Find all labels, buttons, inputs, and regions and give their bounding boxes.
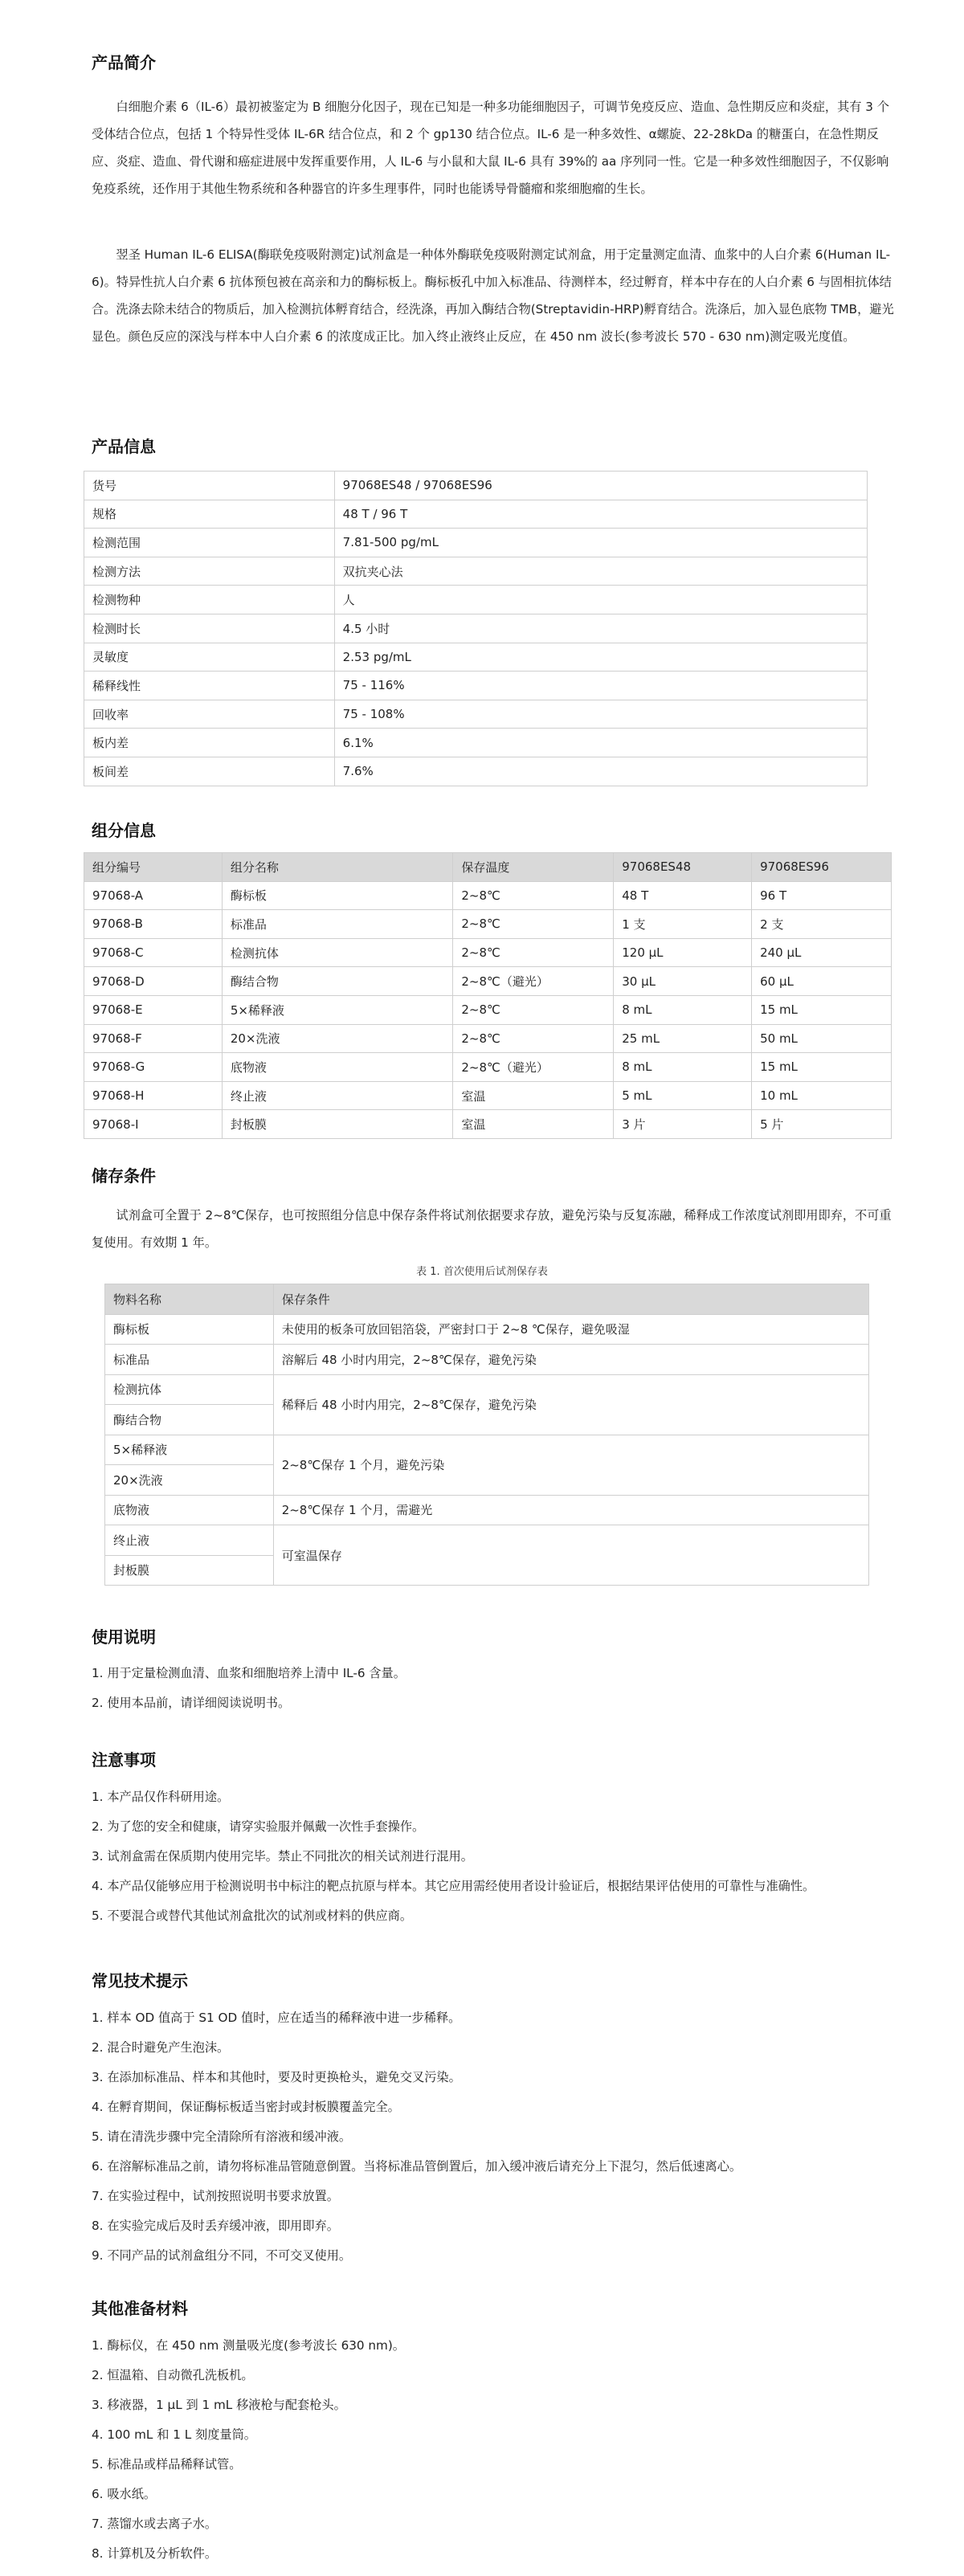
table-row xyxy=(84,757,868,786)
list-item: 5. 请在清洗步骤中完全清除所有溶液和缓冲液。 xyxy=(92,2129,352,2144)
list-item: 7. 蒸馏水或去离子水。 xyxy=(92,2517,218,2531)
table-cell: 97068-G xyxy=(84,1053,223,1082)
table-cell: 5×稀释液 xyxy=(222,995,453,1024)
product-info-table-body xyxy=(84,472,868,786)
section-title-storage: 储存条件 xyxy=(92,1166,156,1186)
table-cell: 7.6% xyxy=(334,757,867,786)
table-cell: 2~8℃（避光） xyxy=(453,1053,614,1082)
table-cell: 检测抗体 xyxy=(222,938,453,967)
section-title-usage: 使用说明 xyxy=(92,1627,156,1647)
table-cell: 97068-F xyxy=(84,1024,223,1053)
table-cell: 规格 xyxy=(84,500,335,529)
table-cell: 97068-B xyxy=(84,910,223,939)
table-cell: 1 支 xyxy=(614,910,752,939)
storage-table xyxy=(104,1284,869,1586)
list-item: 2. 恒温箱、自动微孔洗板机。 xyxy=(92,2368,254,2382)
table-row xyxy=(84,672,868,700)
list-item: 7. 在实验过程中，试剂按照说明书要求放置。 xyxy=(92,2189,339,2203)
table-cell: 60 μL xyxy=(752,967,892,996)
table-cell: 回收率 xyxy=(84,700,335,729)
list-item: 4. 100 mL 和 1 L 刻度量筒。 xyxy=(92,2427,256,2442)
table-header-cell: 组分编号 xyxy=(84,853,223,882)
table-header-cell: 保存温度 xyxy=(453,853,614,882)
list-item: 4. 在孵育期间，保证酶标板适当密封或封板膜覆盖完全。 xyxy=(92,2100,400,2114)
list-item: 2. 混合时避免产生泡沫。 xyxy=(92,2040,230,2055)
table-cell: 2~8℃ xyxy=(453,910,614,939)
list-item: 9. 不同产品的试剂盒组分不同，不可交叉使用。 xyxy=(92,2248,352,2263)
table-cell: 溶解后 48 小时内用完，2~8℃保存，避免污染 xyxy=(273,1345,868,1375)
table-row xyxy=(105,1374,869,1405)
product-info-table xyxy=(84,471,868,786)
table-cell: 灵敏度 xyxy=(84,643,335,672)
table-cell: 3 片 xyxy=(614,1110,752,1139)
table-header-cell: 97068ES96 xyxy=(752,853,892,882)
table-cell: 5×稀释液 xyxy=(105,1435,274,1465)
table-header-row xyxy=(105,1284,869,1315)
table-cell: 终止液 xyxy=(222,1081,453,1110)
list-item: 8. 在实验完成后及时丢弃缓冲液，即用即弃。 xyxy=(92,2219,339,2233)
table-cell: 终止液 xyxy=(105,1525,274,1556)
table-row xyxy=(84,1053,892,1082)
table-cell: 2~8℃（避光） xyxy=(453,967,614,996)
table-cell: 检测范围 xyxy=(84,529,335,557)
storage-paragraph: 试剂盒可全置于 2~8℃保存，也可按照组分信息中保存条件将试剂依据要求存放，避免污染与反复冻融，稀释成工作浓度试剂即用即弃，不可重复使用。有效期 1 年。 xyxy=(92,1208,892,1250)
table-cell: 120 μL xyxy=(614,938,752,967)
intro-paragraph-2: 翌圣 Human IL-6 ELISA(酶联免疫吸附测定)试剂盒是一种体外酶联免疫吸附测定试剂盒，用于定量测定血清、血浆中的人白介素 6(Human IL-6)。特异性抗人白介素 6 抗体预包被在高亲和力的酶标板上。酶标板孔中加入标准品、待测样本，经过孵育，样本中存在的人白介素 6 与固相抗体结合。洗涤去除未结合的物质后，加入检测抗体孵育结合，经洗涤，再加入酶结合物(Streptavidin-HRP)孵育结合。洗涤后，加入显色底物 TMB，避光显色。颜色反应的深浅与样本中人白介素 6 的浓度成正比。加入终止液终止反应，在 450 nm 波长(参考波长 570 - 630 nm)测定吸光度值。 xyxy=(92,247,894,344)
table-row xyxy=(84,472,868,500)
table-cell: 货号 xyxy=(84,472,335,500)
table-row xyxy=(84,995,892,1024)
table-cell: 检测方法 xyxy=(84,557,335,586)
table-cell: 2~8℃ xyxy=(453,1024,614,1053)
table-cell: 20×洗液 xyxy=(105,1465,274,1496)
table-cell: 20×洗液 xyxy=(222,1024,453,1053)
table-cell: 2.53 pg/mL xyxy=(334,643,867,672)
table-cell: 稀释后 48 小时内用完，2~8℃保存，避免污染 xyxy=(273,1374,868,1435)
table-cell: 50 mL xyxy=(752,1024,892,1053)
list-item: 5. 不要混合或替代其他试剂盒批次的试剂或材料的供应商。 xyxy=(92,1909,413,1923)
table-cell: 97068-C xyxy=(84,938,223,967)
list-item: 4. 本产品仅能够应用于检测说明书中标注的靶点抗原与样本。其它应用需经使用者设计验证后，根据结果评估使用的可靠性与准确性。 xyxy=(92,1879,815,1893)
table-cell: 双抗夹心法 xyxy=(334,557,867,586)
list-item: 2. 为了您的安全和健康，请穿实验服并佩戴一次性手套操作。 xyxy=(92,1819,425,1834)
table-cell: 75 - 108% xyxy=(334,700,867,729)
table-cell: 封板膜 xyxy=(222,1110,453,1139)
table-row xyxy=(84,643,868,672)
table-cell: 酶标板 xyxy=(222,881,453,910)
table-cell: 48 T xyxy=(614,881,752,910)
table-row xyxy=(84,614,868,643)
table-cell: 15 mL xyxy=(752,995,892,1024)
table-cell: 标准品 xyxy=(222,910,453,939)
table-row xyxy=(84,557,868,586)
list-item: 3. 试剂盒需在保质期内使用完毕。禁止不同批次的相关试剂进行混用。 xyxy=(92,1849,473,1864)
tips-list xyxy=(92,2006,895,2273)
table-cell: 8 mL xyxy=(614,1053,752,1082)
list-item: 1. 酶标仪，在 450 nm 测量吸光度(参考波长 630 nm)。 xyxy=(92,2338,405,2353)
table-cell: 稀释线性 xyxy=(84,672,335,700)
table-cell: 97068-H xyxy=(84,1081,223,1110)
table-cell: 4.5 小时 xyxy=(334,614,867,643)
table-cell: 未使用的板条可放回铝箔袋，严密封口于 2~8 ℃保存，避免吸湿 xyxy=(273,1314,868,1345)
table-cell: 检测时长 xyxy=(84,614,335,643)
table-cell: 酶结合物 xyxy=(222,967,453,996)
table-cell: 2~8℃ xyxy=(453,938,614,967)
table-row xyxy=(84,967,892,996)
table-cell: 标准品 xyxy=(105,1345,274,1375)
table-cell: 97068-I xyxy=(84,1110,223,1139)
table-row xyxy=(105,1525,869,1556)
table-cell: 15 mL xyxy=(752,1053,892,1082)
list-item: 6. 吸水纸。 xyxy=(92,2487,157,2501)
table-cell: 2~8℃ xyxy=(453,881,614,910)
table-cell: 96 T xyxy=(752,881,892,910)
table-row xyxy=(84,881,892,910)
list-item: 5. 标准品或样品稀释试管。 xyxy=(92,2457,242,2472)
table-row xyxy=(84,500,868,529)
list-item: 1. 本产品仅作科研用途。 xyxy=(92,1790,230,1804)
table-header-cell: 保存条件 xyxy=(273,1284,868,1315)
table-row xyxy=(84,700,868,729)
table-cell: 板间差 xyxy=(84,757,335,786)
table-caption: 表 1. 首次使用后试剂保存表 xyxy=(416,1266,548,1278)
table-cell: 酶标板 xyxy=(105,1314,274,1345)
usage-list xyxy=(92,1661,895,1721)
table-cell: 室温 xyxy=(453,1110,614,1139)
table-cell: 酶结合物 xyxy=(105,1405,274,1435)
table-cell: 25 mL xyxy=(614,1024,752,1053)
table-cell: 5 mL xyxy=(614,1081,752,1110)
table-cell: 97068ES48 / 97068ES96 xyxy=(334,472,867,500)
list-item: 1. 样本 OD 值高于 S1 OD 值时，应在适当的稀释液中进一步稀释。 xyxy=(92,2011,461,2025)
table-cell: 97068-E xyxy=(84,995,223,1024)
list-item: 6. 在溶解标准品之前，请勿将标准品管随意倒置。当将标准品管倒置后，加入缓冲液后请充分上下混匀，然后低速离心。 xyxy=(92,2159,742,2174)
table-cell: 室温 xyxy=(453,1081,614,1110)
section-title-materials: 其他准备材料 xyxy=(92,2299,188,2318)
table-cell: 2~8℃保存 1 个月，避免污染 xyxy=(273,1435,868,1495)
table-cell: 75 - 116% xyxy=(334,672,867,700)
list-item: 8. 计算机及分析软件。 xyxy=(92,2546,218,2561)
components-table xyxy=(84,852,892,1139)
table-row xyxy=(105,1495,869,1525)
table-cell: 2~8℃保存 1 个月，需避光 xyxy=(273,1495,868,1525)
materials-list xyxy=(92,2333,895,2571)
table-cell: 97068-A xyxy=(84,881,223,910)
table-cell: 7.81-500 pg/mL xyxy=(334,529,867,557)
list-item: 2. 使用本品前，请详细阅读说明书。 xyxy=(92,1696,291,1710)
table-cell: 8 mL xyxy=(614,995,752,1024)
table-cell: 48 T / 96 T xyxy=(334,500,867,529)
table-row xyxy=(105,1314,869,1345)
table-header-cell: 物料名称 xyxy=(105,1284,274,1315)
section-title-components: 组分信息 xyxy=(92,821,156,840)
table-header-row xyxy=(84,853,892,882)
table-cell: 30 μL xyxy=(614,967,752,996)
intro-paragraph-1: 白细胞介素 6（IL-6）最初被鉴定为 B 细胞分化因子，现在已知是一种多功能细胞因子，可调节免疫反应、造血、急性期反应和炎症，其有 3 个受体结合位点，包括 1 个特异性受体 IL-6R 结合位点，和 2 个 gp130 结合位点。IL-6 是一种多效性、α螺旋、22-28kDa 的糖蛋白，在急性期反应、炎症、造血、骨代谢和癌症进展中发挥重要作用，人 IL-6 与小鼠和大鼠 IL-6 具有 39%的 aa 序列同一性。它是一种多效性细胞因子，不仅影响免疫系统，还作用于其他生物系统和各种器官的许多生理事件，同时也能诱导骨髓瘤和浆细胞瘤的生长。 xyxy=(92,100,889,196)
table-cell: 检测物种 xyxy=(84,586,335,614)
table-cell: 人 xyxy=(334,586,867,614)
table-cell: 板内差 xyxy=(84,729,335,757)
section-title-tips: 常见技术提示 xyxy=(92,1971,188,1990)
table-cell: 封板膜 xyxy=(105,1555,274,1586)
table-cell: 2 支 xyxy=(752,910,892,939)
table-row xyxy=(84,1110,892,1139)
table-cell: 底物液 xyxy=(105,1495,274,1525)
table-row xyxy=(84,1024,892,1053)
section-title-product-info: 产品信息 xyxy=(92,437,156,456)
table-cell: 底物液 xyxy=(222,1053,453,1082)
table-cell: 2~8℃ xyxy=(453,995,614,1024)
list-item: 1. 用于定量检测血清、血浆和细胞培养上清中 IL-6 含量。 xyxy=(92,1666,406,1680)
list-item: 3. 在添加标准品、样本和其他时，要及时更换枪头，避免交叉污染。 xyxy=(92,2070,461,2084)
table-header-cell: 97068ES48 xyxy=(614,853,752,882)
table-row xyxy=(84,938,892,967)
table-cell: 97068-D xyxy=(84,967,223,996)
table-row xyxy=(84,586,868,614)
table-header-cell: 组分名称 xyxy=(222,853,453,882)
section-title-intro: 产品简介 xyxy=(92,53,156,72)
table-row xyxy=(84,1081,892,1110)
table-cell: 10 mL xyxy=(752,1081,892,1110)
section-title-notes: 注意事项 xyxy=(92,1750,156,1770)
table-cell: 240 μL xyxy=(752,938,892,967)
table-cell: 检测抗体 xyxy=(105,1374,274,1405)
table-row xyxy=(105,1345,869,1375)
table-row xyxy=(84,910,892,939)
table-row xyxy=(105,1435,869,1465)
list-item: 3. 移液器，1 μL 到 1 mL 移液枪与配套枪头。 xyxy=(92,2398,346,2412)
table-row xyxy=(84,729,868,757)
notes-list xyxy=(92,1785,895,1933)
table-row xyxy=(84,529,868,557)
table-cell: 5 片 xyxy=(752,1110,892,1139)
table-cell: 可室温保存 xyxy=(273,1525,868,1586)
table-cell: 6.1% xyxy=(334,729,867,757)
